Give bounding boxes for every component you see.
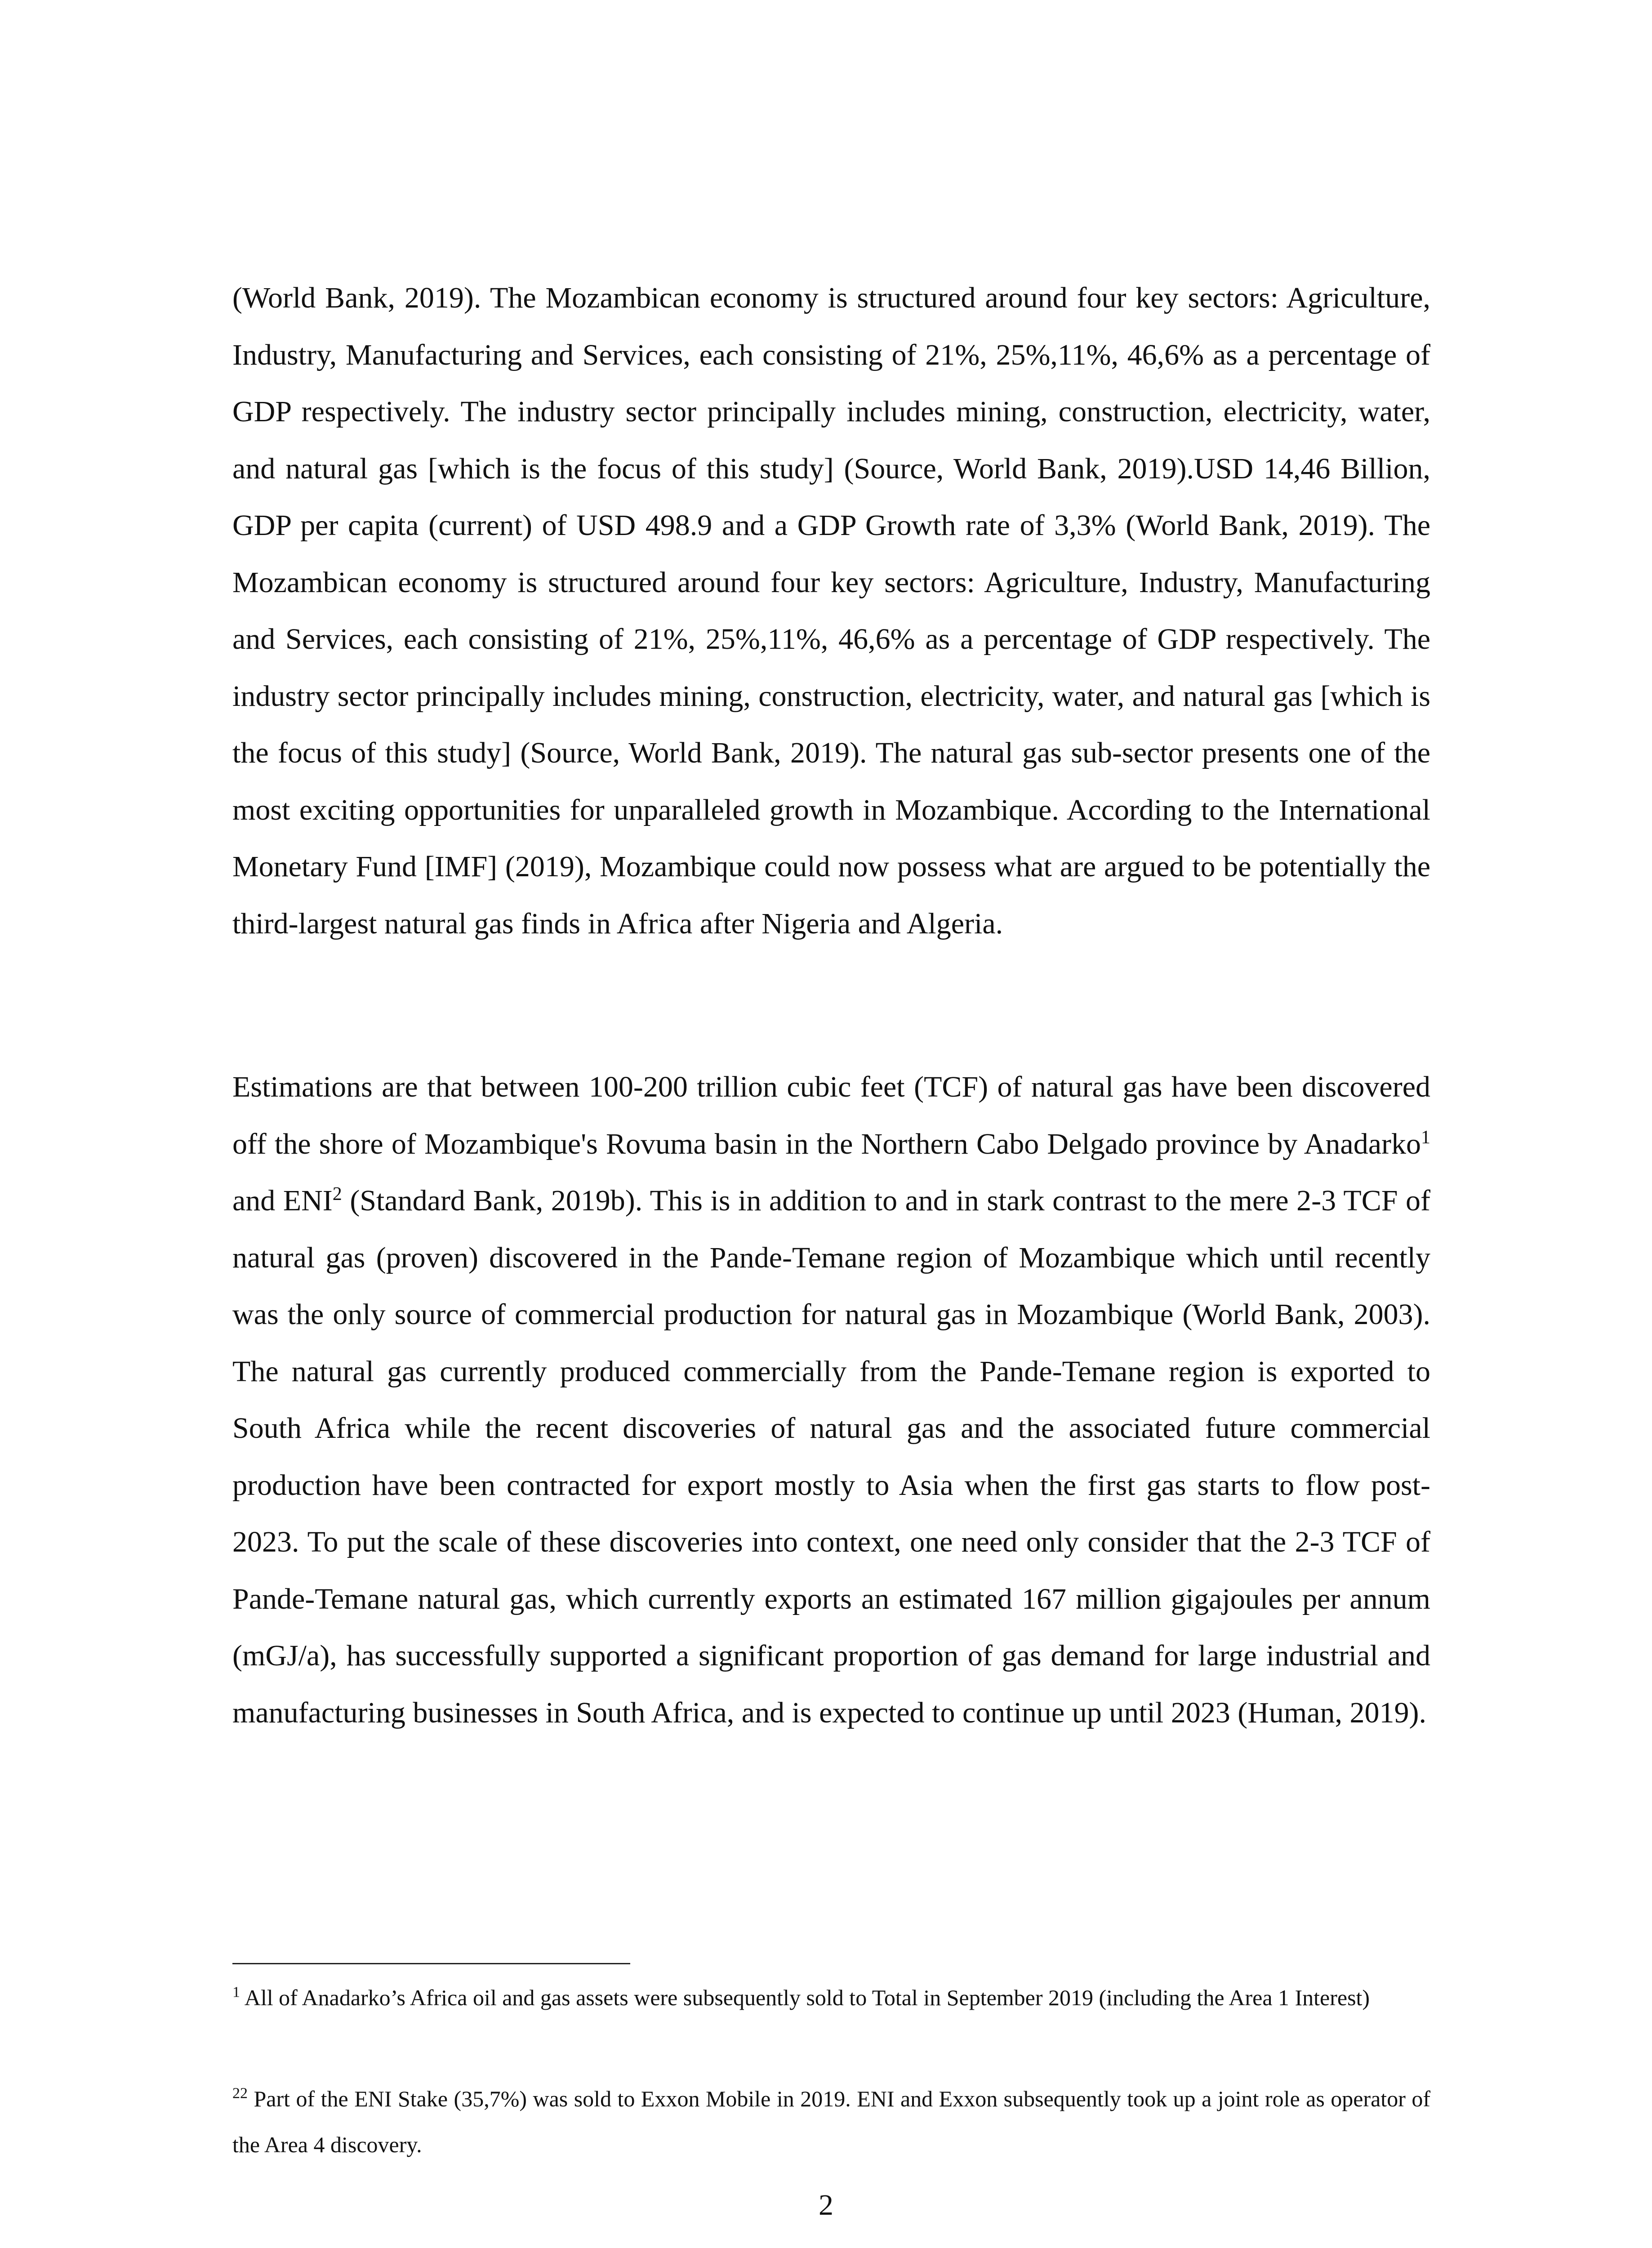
footnote-separator [232, 1963, 630, 1964]
footnote-2 [232, 2076, 1430, 2168]
paragraph-2-text-2: and ENI [232, 1184, 333, 1217]
footnote-2-marker: 22 [232, 2085, 248, 2102]
footnote-1-text: All of Anadarko’s Africa oil and gas assets were subsequently sold to Total in September 2019 (including the Area 1 Interest) [240, 1985, 1370, 2010]
body-paragraph-1: (World Bank, 2019). The Mozambican economy is structured around four key sectors: Agriculture, Industry, Manufacturing and Services, each consisting of 21%, 25%,11%, 46,6% as a percentage of GDP respectively. The industry sector principally includes mining, construction, electricity, water, and natural gas [which is the focus of this study] (Source, World Bank, 2019).USD 14,46 Billion, GDP per capita (current) of USD 498.9 and a GDP Growth rate of 3,3% (World Bank, 2019). The Mozambican economy is structured around four key sectors: Agriculture, Industry, Manufacturing and Services, each consisting of 21%, 25%,11%, 46,6% as a percentage of GDP respectively. The industry sector principally includes mining, construction, electricity, water, and natural gas [which is the focus of this study] (Source, World Bank, 2019). The natural gas sub-sector presents one of the most exciting opportunities for unparalleled growth in Mozambique. According to the International Monetary Fund [IMF] (2019), Mozambique could now possess what are argued to be potentially the third-largest natural gas finds in Africa after Nigeria and Algeria. [232, 281, 1430, 940]
paragraph-2-text-3: (Standard Bank, 2019b). This is in addition to and in stark contrast to the mere 2-3 TCF of natural gas (proven) discovered in the Pande-Temane region of Mozambique which until recently was the only source of commercial production for natural gas in Mozambique (World Bank, 2003). The natural gas currently produced commercially from the Pande-Temane region is exported to South Africa while the recent discoveries of natural gas and the associated future commercial production have been contracted for export mostly to Asia when the first gas starts to flow post-2023. To put the scale of these discoveries into context, one need only consider that the 2-3 TCF of Pande-Temane natural gas, which currently exports an estimated 167 million gigajoules per annum (mGJ/a), has successfully supported a significant proportion of gas demand for large industrial and manufacturing businesses in South Africa, and is expected to continue up until 2023 (Human, 2019). [232, 1184, 1430, 1729]
footnote-ref-2: 2 [332, 1183, 342, 1204]
paragraph-2-text-1: Estimations are that between 100-200 trillion cubic feet (TCF) of natural gas have been discovered off the shore of Mozambique's Rovuma basin in the Northern Cabo Delgado province by Anadarko [232, 1070, 1430, 1160]
footnote-2-text: Part of the ENI Stake (35,7%) was sold to Exxon Mobile in 2019. ENI and Exxon subsequently took up a joint role as operator of the Area 4 discovery. [232, 2086, 1430, 2157]
page-number: 2 [819, 2189, 833, 2221]
body-paragraph-2 [232, 1059, 1430, 1741]
footnote-1-marker: 1 [232, 1984, 240, 2001]
footnote-1 [232, 1975, 1430, 2021]
footnote-ref-1: 1 [1421, 1127, 1430, 1148]
